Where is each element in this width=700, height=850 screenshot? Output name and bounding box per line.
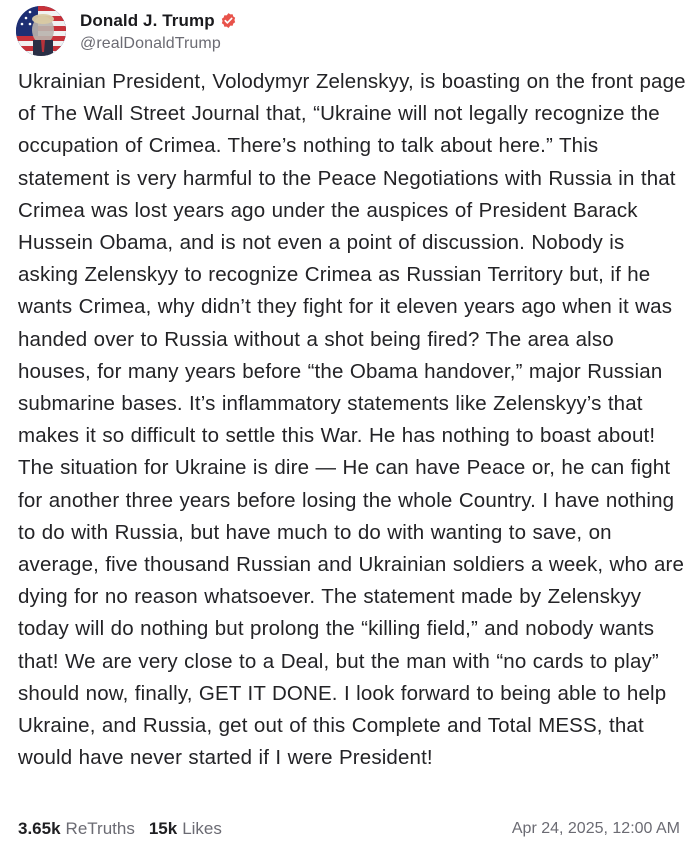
verified-badge-icon bbox=[220, 12, 237, 29]
likes-stat[interactable] bbox=[149, 819, 222, 839]
likes-count: 15k bbox=[148, 819, 178, 838]
retruths-count: 3.65k bbox=[18, 819, 61, 838]
post-text: Ukrainian President, Volodymyr Zelenskyy, is boasting on the front page of The Wall Street Journal that, “Ukraine will not legally recognize the occupation of Crimea. There’s nothing to talk about here.” This statement is very harmful to the Peace Negotiations with Russia in that Crimea was lost years ago under the auspices of President Barack Hussein Obama, and is not even a point of discussion. Nobody is asking Zelenskyy to recognize Crimea as Russian Territory but, if he wants Crimea, why didn’t they fight for it eleven years ago when it was handed over to Russia without a shot being fired? The area also houses, for many years before “the Obama handover,” major Russian submarine bases. It’s inflammatory statements like Zelenskyy’s that makes it so difficult to settle this War. He has nothing to boast about! The situation for Ukraine is dire — He can have Peace or, he can fight for another three years before losing the whole Country. I have nothing to do with Russia, but have much to do with wanting to save, on average, five thousand Russian and Ukrainian soldiers a week, who are dying for no reason whatsoever. The statement made by Zelenskyy today will do nothing but prolong the “killing field,” and nobody wants that! We are very close to a Deal, but the man with “no cards to play” should now, finally, GET IT DONE. I look forward to being able to help Ukraine, and Russia, get out of this Complete and Total MESS, that would have never started if I were President! bbox=[18, 70, 686, 770]
author-names bbox=[80, 10, 237, 53]
post-footer bbox=[18, 816, 680, 842]
display-name-row bbox=[80, 10, 237, 32]
author-handle[interactable]: @realDonaldTrump bbox=[80, 34, 221, 52]
likes-label: Likes bbox=[182, 819, 222, 838]
post-header bbox=[16, 4, 237, 58]
avatar-image bbox=[16, 6, 66, 56]
avatar[interactable] bbox=[16, 6, 66, 56]
display-name[interactable]: Donald J. Trump bbox=[80, 10, 215, 30]
retruths-label: ReTruths bbox=[65, 819, 135, 838]
post-timestamp[interactable]: Apr 24, 2025, 12:00 AM bbox=[511, 820, 680, 837]
retruths-stat[interactable] bbox=[18, 819, 135, 839]
